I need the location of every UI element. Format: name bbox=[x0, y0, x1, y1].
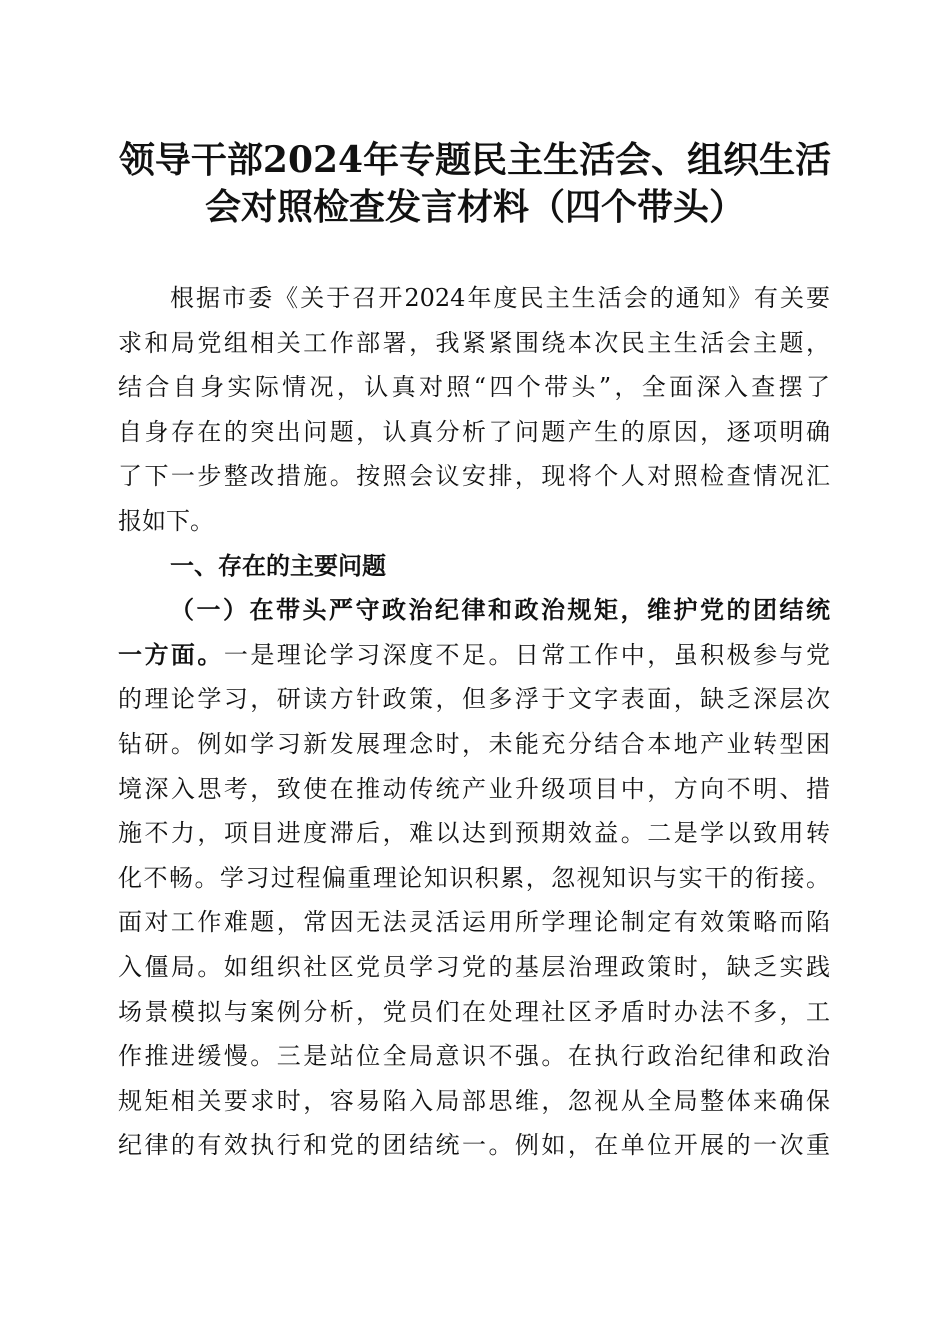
intro-line: 根据市委《关于召开2024年度民主生活会的通知》有关要 bbox=[170, 284, 830, 312]
body-line: 境深入思考，致使在推动传统产业升级项目中，方向不明、措 bbox=[118, 774, 830, 803]
intro-line: 自身存在的突出问题，认真分析了问题产生的原因，逐项明确 bbox=[118, 417, 830, 446]
body-line: 面对工作难题，常因无法灵活运用所学理论制定有效策略而陷 bbox=[118, 908, 830, 937]
body-line: 规矩相关要求时，容易陷入局部思维，忽视从全局整体来确保 bbox=[118, 1086, 830, 1115]
body-line: 纪律的有效执行和党的团结统一。例如，在单位开展的一次重 bbox=[118, 1131, 830, 1160]
subsection-heading: （一）在带头严守政治纪律和政治规矩，维护党的团结统 bbox=[170, 595, 830, 625]
body-line: 施不力，项目进度滞后，难以达到预期效益。二是学以致用转 bbox=[118, 819, 830, 848]
section-heading: 一、存在的主要问题 bbox=[170, 551, 386, 580]
intro-line: 结合自身实际情况，认真对照“四个带头”，全面深入查摆了 bbox=[118, 373, 830, 402]
body-line: 场景模拟与案例分析，党员们在处理社区矛盾时办法不多，工 bbox=[118, 997, 830, 1026]
intro-line: 了下一步整改措施。按照会议安排，现将个人对照检查情况汇 bbox=[118, 462, 830, 491]
body-line: 的理论学习，研读方针政策，但多浮于文字表面，缺乏深层次 bbox=[118, 685, 830, 714]
body-text: 一是理论学习深度不足。日常工作中，虽积极参与党 bbox=[223, 640, 831, 669]
document-title-line-2: 会对照检查发言材料（四个带头） bbox=[204, 186, 745, 228]
body-line bbox=[118, 633, 830, 678]
body-line: 化不畅。学习过程偏重理论知识积累，忽视知识与实干的衔接。 bbox=[118, 863, 830, 892]
body-line: 钻研。例如学习新发展理念时，未能充分结合本地产业转型困 bbox=[118, 729, 830, 758]
body-line: 作推进缓慢。三是站位全局意识不强。在执行政治纪律和政治 bbox=[118, 1042, 830, 1071]
body-line: 入僵局。如组织社区党员学习党的基层治理政策时，缺乏实践 bbox=[118, 952, 830, 981]
subsection-heading-end: 一方面。 bbox=[118, 639, 224, 669]
intro-line: 求和局党组相关工作部署，我紧紧围绕本次民主生活会主题， bbox=[118, 328, 830, 357]
document-body bbox=[118, 276, 830, 1168]
intro-line: 报如下。 bbox=[118, 506, 214, 535]
document-title-line-1: 领导干部2024年专题民主生活会、组织生活 bbox=[118, 139, 832, 181]
